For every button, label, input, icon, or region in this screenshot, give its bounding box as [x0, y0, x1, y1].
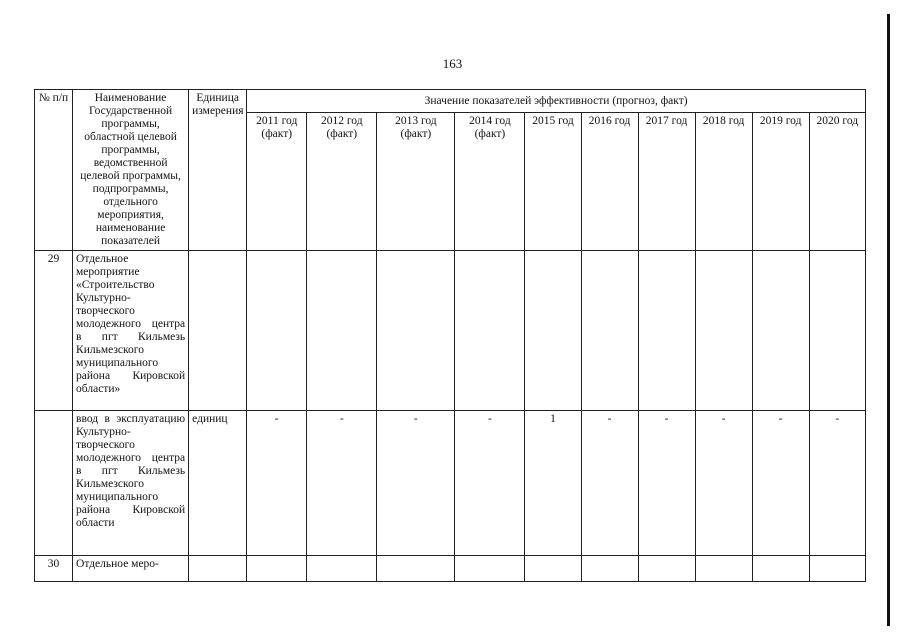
header-year: 2015 год — [525, 113, 581, 251]
row-value — [247, 556, 307, 582]
header-year: 2017 год — [638, 113, 695, 251]
row-num — [35, 411, 73, 556]
row-name: Отдельное мероприятие «Строительство Культурно-творческого молодежного центра в пгт Кильмезь Кильмезского муниципального района Кировской области» — [73, 251, 189, 411]
row-value: - — [809, 411, 865, 556]
header-year: 2016 год — [581, 113, 638, 251]
row-value: - — [581, 411, 638, 556]
header-values-group: Значение показателей эффективности (прогноз, факт) — [247, 90, 866, 113]
row-value — [695, 556, 752, 582]
row-value: - — [638, 411, 695, 556]
row-value — [247, 251, 307, 411]
header-year: 2014 год (факт) — [455, 113, 525, 251]
row-value — [525, 251, 581, 411]
row-value: - — [695, 411, 752, 556]
row-value: 1 — [525, 411, 581, 556]
row-value — [809, 556, 865, 582]
header-year: 2011 год (факт) — [247, 113, 307, 251]
page-edge-rule — [887, 14, 890, 626]
row-value — [455, 251, 525, 411]
row-unit — [189, 556, 247, 582]
row-value: - — [377, 411, 455, 556]
row-value — [307, 251, 377, 411]
row-value — [638, 251, 695, 411]
row-value — [377, 556, 455, 582]
page-number: 163 — [442, 56, 463, 71]
header-year: 2019 год — [752, 113, 809, 251]
row-num: 30 — [35, 556, 73, 582]
row-name: Отдельное меро- — [73, 556, 189, 582]
indicators-table — [34, 89, 866, 582]
row-value — [638, 556, 695, 582]
row-value: - — [247, 411, 307, 556]
table-row — [35, 411, 866, 556]
header-year: 2013 год (факт) — [377, 113, 455, 251]
header-num: № п/п — [35, 90, 73, 251]
row-value — [307, 556, 377, 582]
row-value — [809, 251, 865, 411]
table-row — [35, 251, 866, 411]
row-unit: единиц — [189, 411, 247, 556]
row-value — [752, 556, 809, 582]
row-value: - — [752, 411, 809, 556]
row-name: ввод в эксплуатацию Культурно-творческого молодежного центра в пгт Кильмезь Кильмезского муниципального района Кировской области — [73, 411, 189, 556]
row-value — [455, 556, 525, 582]
row-value — [525, 556, 581, 582]
row-unit — [189, 251, 247, 411]
row-value — [695, 251, 752, 411]
row-value: - — [455, 411, 525, 556]
header-year: 2012 год (факт) — [307, 113, 377, 251]
header-year: 2018 год — [695, 113, 752, 251]
header-unit: Единица измерения — [189, 90, 247, 251]
row-value — [377, 251, 455, 411]
header-name: Наименование Государственной программы, областной целевой программы, ведомственной целевой программы, подпрограммы, отдельного мероприятия, наименование показателей — [73, 90, 189, 251]
table-row — [35, 556, 866, 582]
row-value: - — [307, 411, 377, 556]
row-value — [752, 251, 809, 411]
row-value — [581, 251, 638, 411]
row-num: 29 — [35, 251, 73, 411]
row-value — [581, 556, 638, 582]
header-year: 2020 год — [809, 113, 865, 251]
